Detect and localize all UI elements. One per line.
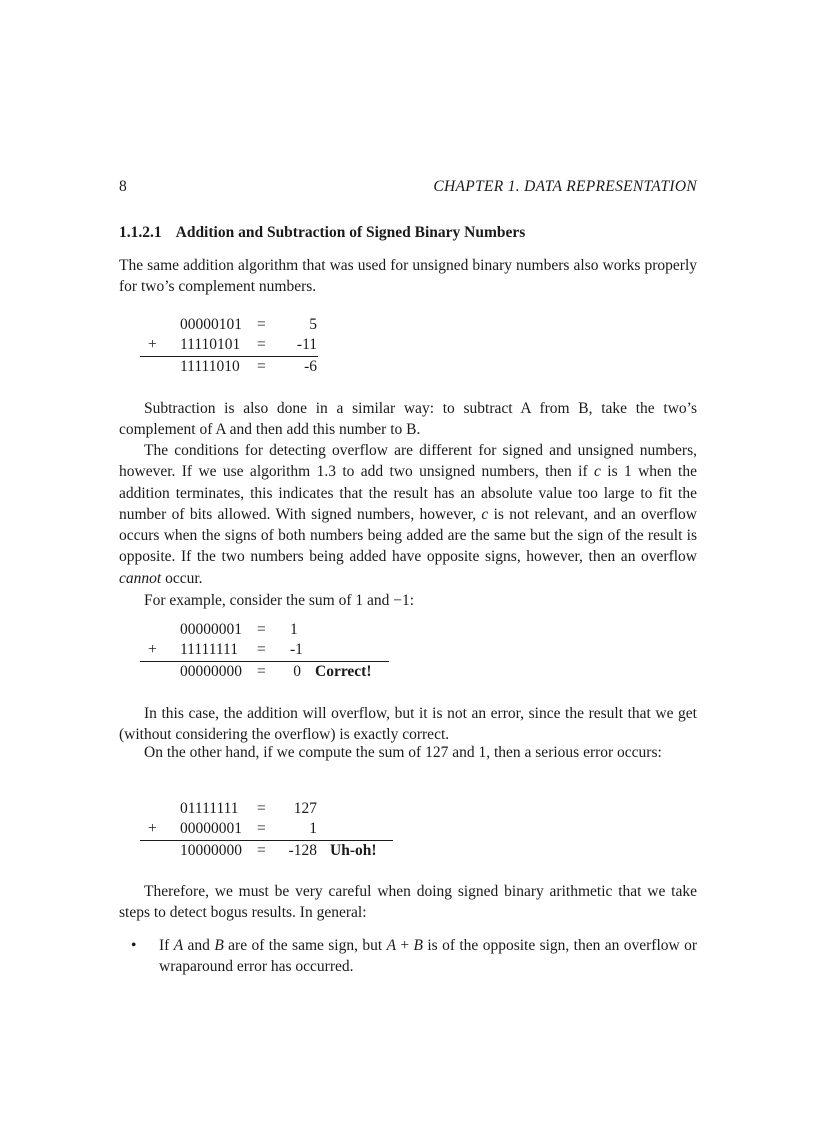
equals-sign: = [257, 336, 266, 353]
binary-result: 10000000 [180, 842, 242, 859]
sum-rule [140, 661, 389, 662]
section-number: 1.1.2.1 [119, 224, 162, 241]
binary-operand: 00000101 [180, 316, 242, 333]
equals-sign: = [257, 641, 266, 658]
decimal-value: -11 [296, 336, 317, 353]
equals-sign: = [257, 820, 266, 837]
binary-result: 00000000 [180, 663, 242, 680]
plus-sign: + [148, 336, 157, 353]
variable-c: c [481, 505, 489, 523]
result-comment: Uh-oh! [330, 842, 377, 859]
paragraph-therefore: Therefore, we must be very careful when doing signed binary arithmetic that we take steps to detect bogus results. In general: [119, 883, 697, 922]
paragraph-case-note: In this case, the addition will overflow, but it is not an error, since the result that we get (without considering the overflow) is exactly correct. [119, 705, 697, 744]
equals-sign: = [257, 358, 266, 375]
binary-result: 11111010 [180, 358, 240, 375]
binary-operand: 01111111 [180, 800, 239, 817]
binary-operand: 00000001 [180, 820, 242, 837]
plus-sign: + [148, 641, 157, 658]
paragraph-intro: The same addition algorithm that was used for unsigned binary numbers also works properly for two’s complement numbers. [119, 257, 697, 296]
equals-sign: = [257, 842, 266, 859]
decimal-value: 1 [290, 621, 298, 638]
decimal-result: -6 [304, 358, 317, 375]
decimal-value: 5 [309, 316, 317, 333]
paragraph-subtraction: Subtraction is also done in a similar way: to subtract A from B, take the two’s complement of A and then add this number to B. [119, 400, 697, 439]
bullet-text: If A and B are of the same sign, but A + B is of the opposite sign, then an overflow or wraparound error has occurred. [159, 937, 697, 976]
equals-sign: = [257, 800, 266, 817]
decimal-result: 0 [293, 663, 301, 680]
decimal-result: -128 [288, 842, 317, 859]
result-comment: Correct! [315, 663, 372, 680]
paragraph-other-hand: On the other hand, if we compute the sum of 127 and 1, then a serious error occurs: [144, 744, 662, 761]
binary-operand: 00000001 [180, 621, 242, 638]
emphasis-cannot: cannot [119, 569, 162, 587]
sum-rule [140, 356, 318, 357]
section-title: Addition and Subtraction of Signed Binary Numbers [175, 224, 526, 241]
equals-sign: = [257, 316, 266, 333]
equals-sign: = [257, 663, 266, 680]
section-heading [119, 224, 525, 242]
decimal-value: -1 [290, 641, 303, 658]
chapter-title: CHAPTER 1. DATA REPRESENTATION [433, 178, 697, 195]
decimal-value: 127 [293, 800, 317, 817]
sum-rule [140, 840, 393, 841]
equals-sign: = [257, 621, 266, 638]
addition-example-3 [140, 800, 400, 864]
variable-c: c [594, 463, 601, 481]
bullet-icon: • [131, 937, 137, 954]
addition-example-2 [140, 621, 390, 685]
addition-example-1 [140, 316, 320, 380]
running-head [119, 178, 697, 198]
list-item [119, 935, 697, 979]
page-number: 8 [119, 178, 127, 195]
paragraph-example: For example, consider the sum of 1 and −1: [144, 592, 415, 609]
binary-operand: 11111111 [180, 641, 238, 658]
decimal-value: 1 [309, 820, 317, 837]
paragraph-overflow: The conditions for detecting overflow are different for signed and unsigned numbers, however. If we use algorithm 1.3 to add two unsigned numbers, then if c is 1 when the addition terminates, this indicates that the result has an absolute value too large to fit the number of bits allowed. With signed numbers, however, c is not relevant, and an overflow occurs when the signs of both numbers being added are the same but the sign of the result is opposite. If the two numbers being added have opposite signs, however, then an overflow cannot occur. [119, 442, 697, 587]
binary-operand: 11110101 [180, 336, 241, 353]
plus-sign: + [148, 820, 157, 837]
